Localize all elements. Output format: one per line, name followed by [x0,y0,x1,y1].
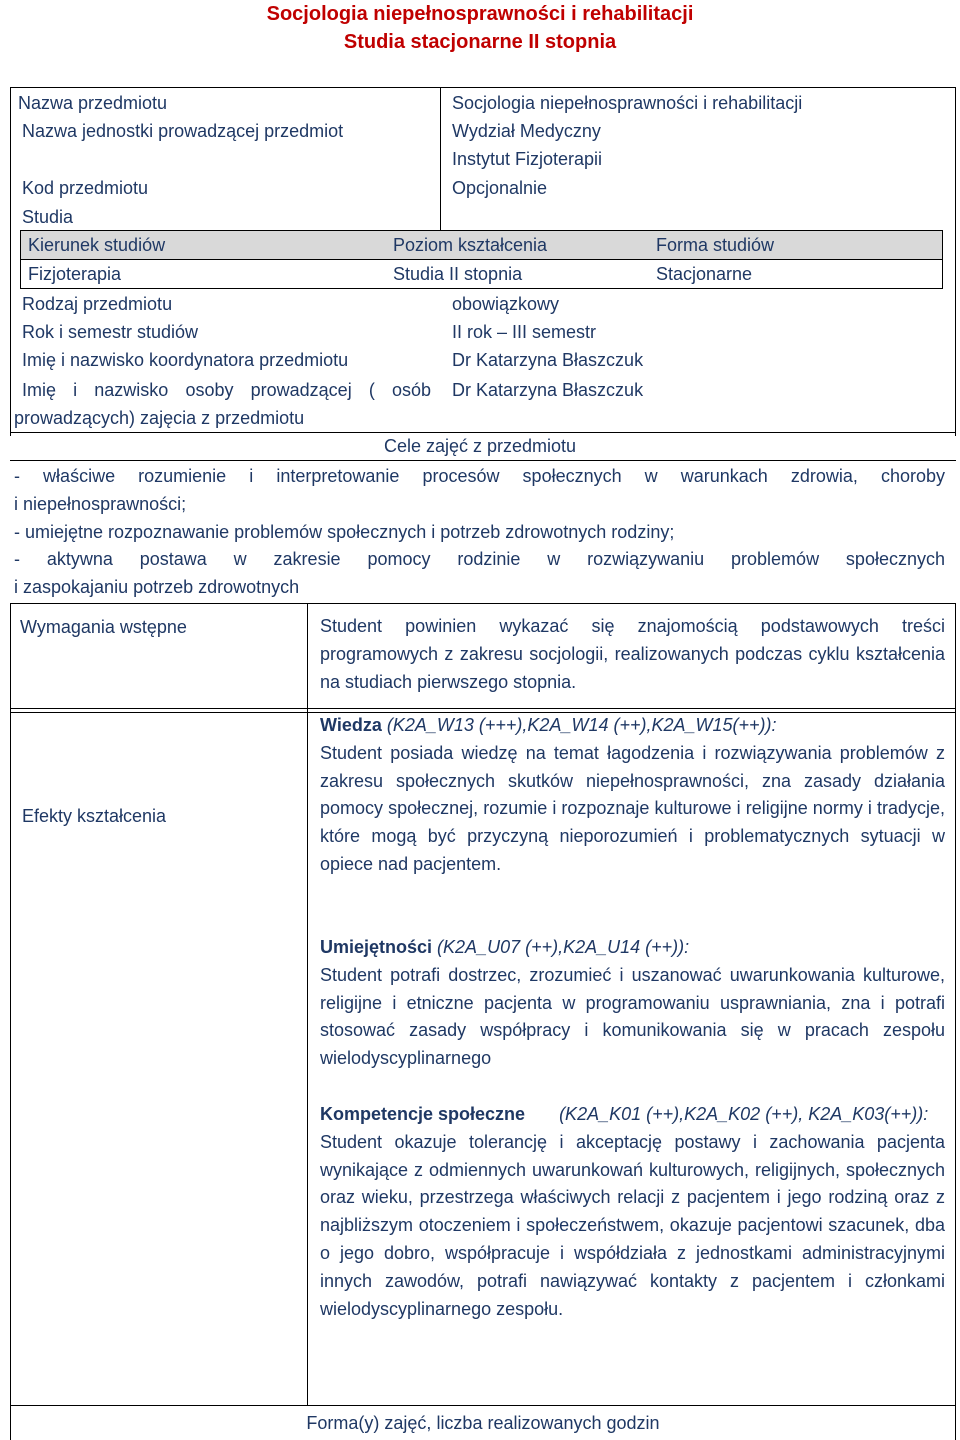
studia-table-right [942,230,943,288]
cele-line-1a: - właściwe rozumienie i interpretowanie procesów społecznych w warunkach zdrowia, choroby [14,466,945,486]
umiejetnosci-text: Student potrafi dostrzec, zrozumieć i uszanować uwarunkowania kulturowe, religijne i etniczne pacjenta w programowaniu usprawniania, zna i potrafi stosować zasady współpracy i komunikowania się w pracach zespołu wielodyscyplinarnego [320,964,945,1069]
jednostka-value-2: Instytut Fizjoterapii [452,149,603,169]
studia-label: Studia [22,207,74,227]
nazwa-label: Nazwa przedmiotu [18,93,168,113]
koordynator-label: Imię i nazwisko koordynatora przedmiotu [22,350,349,370]
jednostka-value-1: Wydział Medyczny [452,121,601,141]
wymagania-label: Wymagania wstępne [20,617,187,637]
document-title: Socjologia niepełnosprawności i rehabilitacji [266,3,694,25]
prowadzacy-label-line1: Imię i nazwisko osoby prowadzącej ( osób [22,380,431,400]
studia-value-forma: Stacjonarne [656,264,753,284]
forma-heading: Forma(y) zajęć, liczba realizowanych godzin [306,1413,660,1433]
kompetencje-text: Student okazuje tolerancję i akceptację postawy i zachowania pacjenta wynikające z odmiennych uwarunkowań kulturowych, religijnych, społecznych oraz wieku, przestrzega właściwych relacji z pacjentem i jego rodziną oraz z najbliższym otoczeniem i społeczeństwem, okazuje pacjentowi szacunek, dba o jego dobro, współpracuje i współdziała z jednostkami administracyjnymi innych zawodów, potrafi nawiązywać kontakty z pacjentem i członkami wielodyscyplinarnego zespołu. [320,1131,945,1319]
kompetencje-block [320,1101,945,1323]
wiedza-text: Student posiada wiedzę na temat łagodzenia i rozwiązywania problemów z zakresu społecznych skutków niepełnosprawności, zna zasady działania pomocy społecznej, rozumie i rozpoznaje kulturowe i religijne normy i tradycje, które mogą być przyczyną nieporozumień i problematycznych sytuacji w opiece nad pacjentem. [320,742,945,874]
rok-label: Rok i semestr studiów [22,322,199,342]
cele-line-3b: i zaspokajaniu potrzeb zdrowotnych [14,577,300,597]
table-top-border [10,87,956,88]
info-column-divider [440,87,441,230]
cele-heading-bottom [10,460,956,461]
rodzaj-value: obowiązkowy [452,294,560,314]
kompetencje-title: Kompetencje społeczne [320,1104,526,1124]
kod-value: Opcjonalnie [452,178,548,198]
table-right-border [955,87,956,436]
studia-table-left [20,230,21,288]
wymagania-top-border [10,603,956,604]
forma-heading-top [10,1405,956,1406]
nazwa-value: Socjologia niepełnosprawności i rehabilitacji [452,93,803,113]
umiejetnosci-codes: (K2A_U07 (++),K2A_U14 (++)): [432,937,690,957]
cele-line-1b: i niepełnosprawności; [14,494,187,514]
studia-header-forma: Forma studiów [656,235,775,255]
cele-heading: Cele zajęć z przedmiotu [383,436,577,456]
prowadzacy-label-line2: prowadzących) zajęcia z przedmiotu [14,408,305,428]
cele-line-2: - umiejętne rozpoznawanie problemów społecznych i potrzeb zdrowotnych rodziny; [14,522,675,542]
studia-value-kierunek: Fizjoterapia [28,264,122,284]
studia-header-kierunek: Kierunek studiów [28,235,166,255]
cele-line-3a: - aktywna postawa w zakresie pomocy rodzinie w rozwiązywaniu problemów społecznych [14,549,945,569]
lower-left-border [10,603,11,1405]
koordynator-value: Dr Katarzyna Błaszczuk [452,350,644,370]
umiejetnosci-block [320,934,945,1073]
efekty-label: Efekty kształcenia [22,806,167,826]
wiedza-title: Wiedza [320,715,382,735]
rok-value: II rok – III semestr [452,322,597,342]
studia-value-poziom: Studia II stopnia [393,264,523,284]
studia-table-bottom [20,288,943,289]
prowadzacy-value: Dr Katarzyna Błaszczuk [452,380,644,400]
wymagania-text: Student powinien wykazać się znajomością podstawowych treści programowych z zakresu socjologii, realizowanych podczas cyklu kształcenia na studiach pierwszego stopnia. [320,616,945,692]
lower-right-border [955,603,956,1405]
rodzaj-label: Rodzaj przedmiotu [22,294,173,314]
wiedza-codes: (K2A_W13 (+++),K2A_W14 (++),K2A_W15(++)): [381,715,777,735]
lower-column-divider [307,603,308,1405]
kompetencje-codes: (K2A_K01 (++),K2A_K02 (++), K2A_K03(++)): [559,1104,929,1124]
wymagania-bottom-border [10,708,956,709]
studia-header-poziom: Poziom kształcenia [393,235,548,255]
document-subtitle: Studia stacjonarne II stopnia [343,31,617,53]
umiejetnosci-title: Umiejętności [320,937,433,957]
jednostka-label: Nazwa jednostki prowadzącej przedmiot [22,121,344,141]
table-left-border [10,87,11,436]
wiedza-block [320,712,945,879]
kod-label: Kod przedmiotu [22,178,149,198]
